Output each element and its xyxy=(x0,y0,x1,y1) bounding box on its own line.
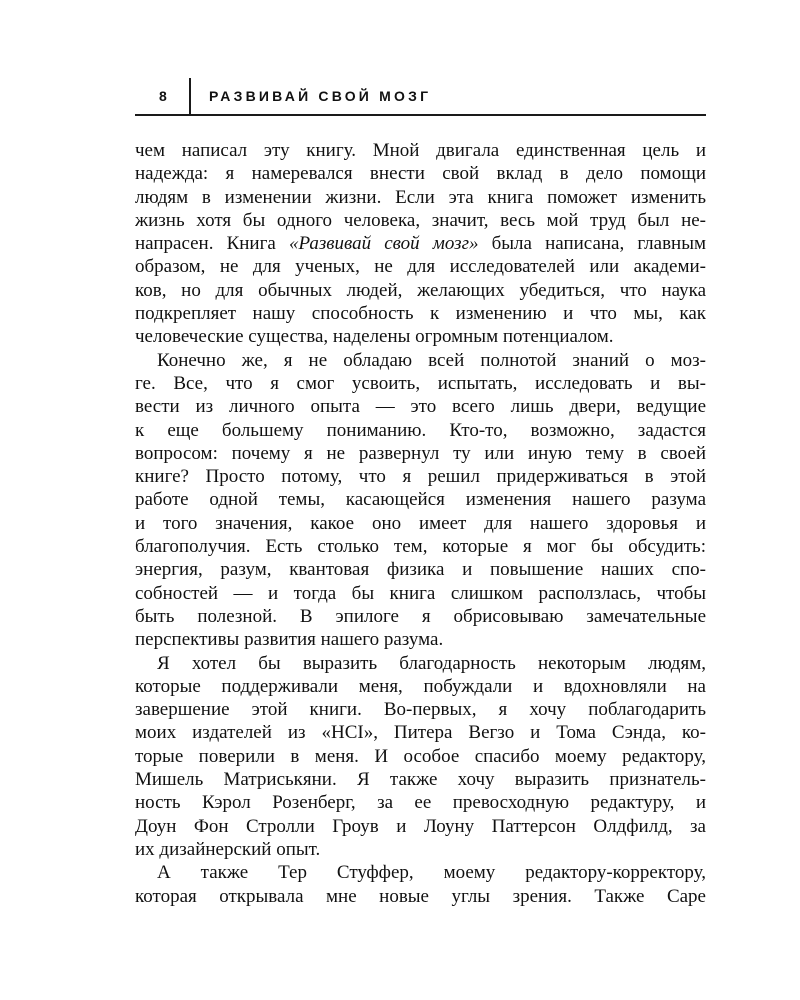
text-run: напрасен. Книга xyxy=(135,233,289,255)
body-text xyxy=(135,139,706,908)
text-line xyxy=(135,232,706,255)
text-line: ге. Все, что я смог усвоить, испытать, исследовать и вы- xyxy=(135,372,706,394)
text-line: Я хотел бы выразить благодарность некоторым людям, xyxy=(157,652,706,674)
text-line: быть полезной. В эпилоге я обрисовываю замечательные xyxy=(135,605,706,627)
page-number: 8 xyxy=(159,88,168,104)
text-line: энергия, разум, квантовая физика и повышение наших спо- xyxy=(135,559,706,581)
running-header xyxy=(135,78,706,116)
text-line: перспективы развития нашего разума. xyxy=(135,629,444,651)
text-line: их дизайнерский опыт. xyxy=(135,838,321,860)
text-line: благополучия. Есть столько тем, которые я мог бы обсудить: xyxy=(135,536,706,558)
text-line: человеческие существа, наделены огромным потенциалом. xyxy=(135,326,614,348)
text-line: торые поверили в меня. И особое спасибо моему редактору, xyxy=(135,745,706,767)
running-title: РАЗВИВАЙ СВОЙ МОЗГ xyxy=(209,88,432,104)
text-line: Конечно же, я не обладаю всей полнотой знаний о моз- xyxy=(157,349,706,371)
text-line: А также Тер Стуффер, моему редактору-корректору, xyxy=(157,862,706,884)
text-line: завершение этой книги. Во-первых, я хочу поблагодарить xyxy=(135,699,706,721)
text-line: книге? Просто потому, что я решил придерживаться в этой xyxy=(135,466,706,488)
header-divider xyxy=(189,78,191,114)
text-line: собностей — и тогда бы книга слишком расползлась, чтобы xyxy=(135,582,706,604)
text-line: ность Кэрол Розенберг, за ее превосходную редактуру, и xyxy=(135,792,706,814)
text-line: к еще большему пониманию. Кто-то, возможно, задастся xyxy=(135,419,706,441)
text-line: образом, не для ученых, не для исследователей или академи- xyxy=(135,256,706,278)
text-line: моих издателей из «HCI», Питера Вегзо и Тома Сэнда, ко- xyxy=(135,722,706,744)
text-line: которые поддерживали меня, побуждали и вдохновляли на xyxy=(135,675,706,697)
text-line: вести из личного опыта — это всего лишь двери, ведущие xyxy=(135,396,706,418)
text-line: людям в изменении жизни. Если эта книга поможет изменить xyxy=(135,186,706,208)
text-line: чем написал эту книгу. Мной двигала единственная цель и xyxy=(135,140,706,161)
text-line: вопросом: почему я не развернул ту или иную тему в своей xyxy=(135,442,706,464)
text-line: ков, но для обычных людей, желающих убедиться, что наука xyxy=(135,279,706,301)
text-line: и того значения, какое оно имеет для нашего здоровья и xyxy=(135,512,706,534)
text-run: была написана, главным xyxy=(478,233,706,255)
text-line: работе одной темы, касающейся изменения нашего разума xyxy=(135,489,706,511)
text-line: Мишель Матриськяни. Я также хочу выразить признатель- xyxy=(135,769,706,791)
text-line: надежда: я намеревался внести свой вклад в дело помощи xyxy=(135,163,706,185)
text-line: Доун Фон Стролли Гроув и Лоуну Паттерсон Олдфилд, за xyxy=(135,815,706,837)
text-line: подкрепляет нашу способность к изменению и что мы, как xyxy=(135,303,706,325)
book-title-italic: «Развивай свой мозг» xyxy=(288,233,479,255)
text-line: которая открывала мне новые углы зрения. Также Саре xyxy=(135,885,706,907)
text-line: жизнь хотя бы одного человека, значит, весь мой труд был не- xyxy=(135,209,706,231)
